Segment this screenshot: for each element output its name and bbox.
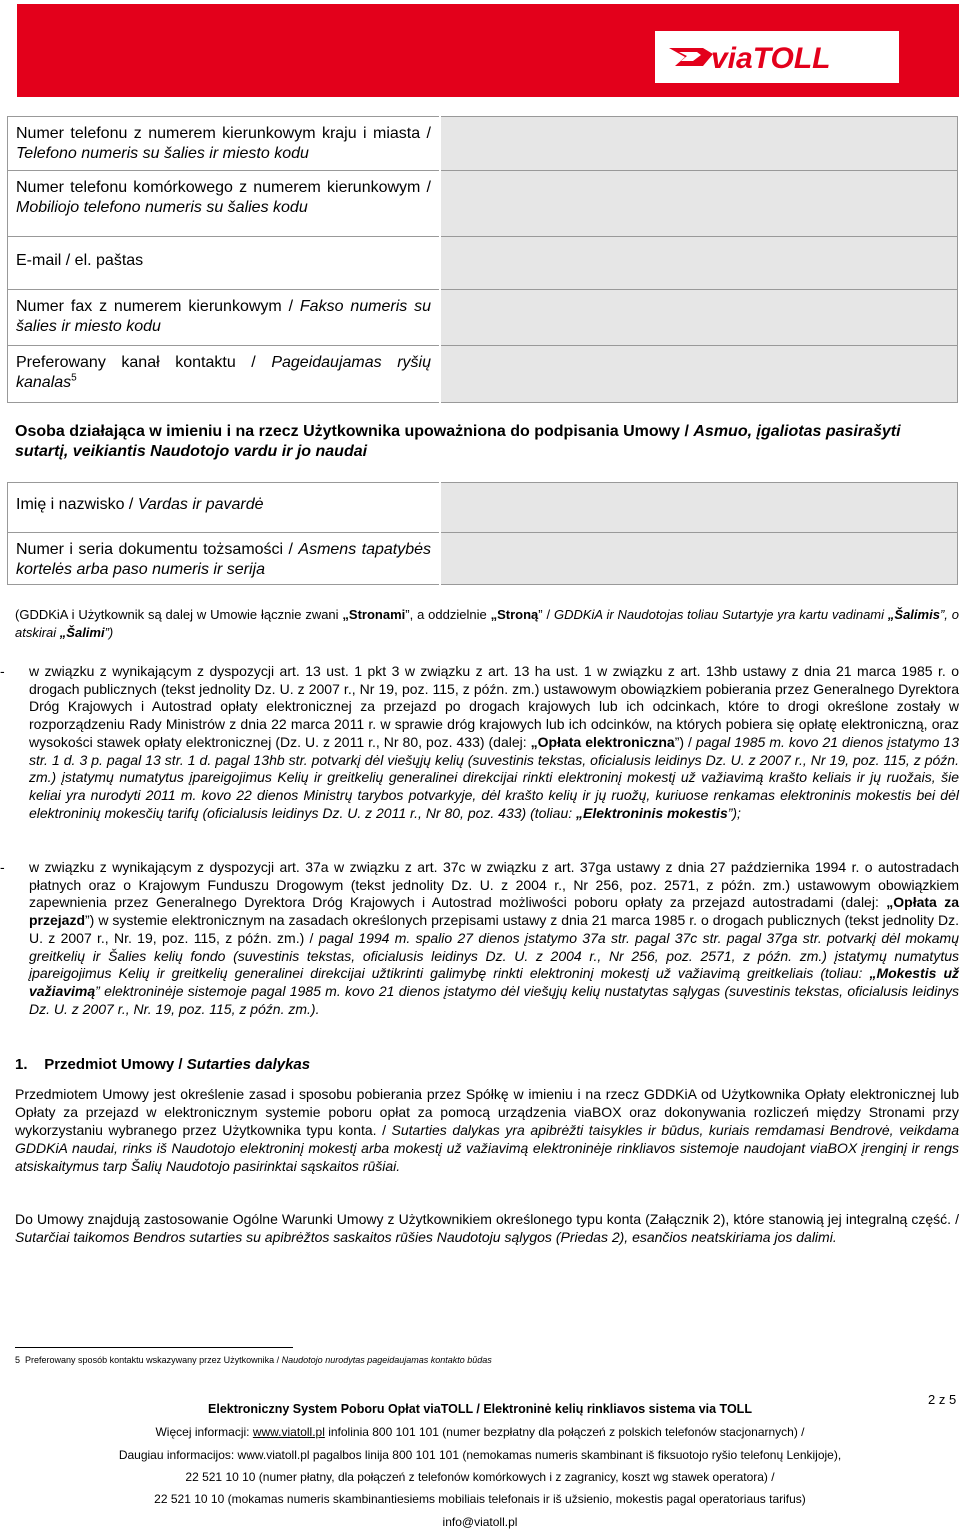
channel-label: Preferowany kanał kontaktu / Pageidaujamas ryšių kanalas$^5$ bbox=[8, 346, 441, 403]
fax-label: Numer fax z numerem kierunkowym / Fakso numeris su šalies ir miesto kodu bbox=[8, 290, 441, 346]
document-field[interactable] bbox=[440, 533, 958, 585]
contact-row-email bbox=[8, 237, 958, 290]
footnote-separator bbox=[15, 1347, 293, 1348]
contact-row-fax bbox=[8, 290, 958, 346]
section-1-paragraph-2: Do Umowy znajdują zastosowanie Ogólne Warunki Umowy z Użytkownikiem określonego typu konta (Załącznik 2), które stanowią jej integralną część. / Sutarčiai taikomos Bendros sutarties su apibrėžtos saskaitos rūšies Naudotoju sąlygos (Priedas 2), esančios neatskiriama jos dalimi. bbox=[15, 1211, 959, 1245]
fax-field[interactable] bbox=[440, 290, 958, 346]
footer-line-1: Więcej informacji: www.viatoll.pl infolinia 800 101 101 (numer bezpłatny dla połączeń z polskich telefonów stacjonarnych) / bbox=[155, 1425, 805, 1439]
footer-email[interactable]: info@viatoll.pl bbox=[442, 1515, 518, 1529]
email-label: E-mail / el. paštas bbox=[8, 237, 441, 290]
logo-text: viaTOLL bbox=[711, 42, 831, 74]
contact-table bbox=[7, 116, 958, 403]
viatoll-logo-graphic bbox=[667, 40, 887, 74]
website-link[interactable]: www.viatoll.pl bbox=[252, 1425, 325, 1439]
mobile-field[interactable] bbox=[440, 171, 958, 237]
document-label: Numer i seria dokumentu tożsamości / Asmens tapatybės kortelės arba paso numeris ir serija bbox=[8, 533, 441, 585]
footnote: 5 Preferowany sposób kontaktu wskazywany przez Użytkownika / Naudotojo nurodytas pageidaujamas kontakto būdas bbox=[15, 1355, 492, 1365]
channel-field[interactable] bbox=[440, 346, 958, 403]
contact-row-phone bbox=[8, 117, 958, 171]
footnote-ref: 5 bbox=[71, 372, 77, 384]
mobile-label: Numer telefonu komórkowego z numerem kierunkowym / Mobiliojo telefono numeris su šalies kodu bbox=[8, 171, 441, 237]
name-field[interactable] bbox=[440, 483, 958, 533]
contact-row-mobile bbox=[8, 171, 958, 237]
phone-field[interactable] bbox=[440, 117, 958, 171]
section-1-paragraph-1: Przedmiotem Umowy jest określenie zasad i sposobu pobierania przez Spółkę w imieniu i na rzecz GDDKiA od Użytkownika Opłaty elektronicznej lub Opłaty za przejazd w elektronicznym systemie poboru opłat za pomocą urządzenia viaBOX oraz dokonywania rozliczeń między Stronami przy wykorzystaniu wybranego przez Użytkownika typu konta. / Sutarties dalykas yra apibrėžti taisykles ir būdus, kuriais remdamasi Bendrovė, veikdama GDDKiA naudai, rinks iš Naudotojo elektroninį mokestį arba mokestį už važiavimą elektroninėje rinkliavos sistemoje naudojant viaBOX įrenginį ir rengs atsiskaitymus tarp Šalių Naudotojo pasirinktai sąskaitos rūšiai. bbox=[15, 1086, 959, 1174]
header-banner bbox=[17, 4, 959, 97]
footer-line-3: 22 521 10 10 (numer płatny, dla połączeń z telefonów komórkowych i z zagranicy, koszt wg stawek operatora) / bbox=[185, 1470, 775, 1484]
signatory-table bbox=[7, 482, 958, 585]
parties-paragraph: (GDDKiA i Użytkownik są dalej w Umowie łącznie zwani „Stronami”, a oddzielnie „Stroną” / GDDKiA ir Naudotojas toliau Sutartyje yra kartu vadinami „Šalimis”, o atskirai „Šalimi”) bbox=[15, 607, 959, 640]
viatoll-logo bbox=[655, 31, 899, 83]
footer-line-4: 22 521 10 10 (mokamas numeris skambinantiesiems mobiliais telefonais ir iš užsienio, mokestis pagal operatoriaus tarifus) bbox=[154, 1492, 806, 1506]
footer-title: Elektroniczny System Poboru Opłat viaTOLL / Elektroninė kelių rinkliavos sistema via TOLL bbox=[208, 1402, 752, 1416]
signatory-heading: Osoba działająca w imieniu i na rzecz Użytkownika upoważniona do podpisania Umowy / Asmuo, įgaliotas pasirašyti sutartį, veikiantis Naudotojo vardu ir jo naudai bbox=[15, 423, 901, 460]
page-number: 2 z 5 bbox=[928, 1392, 957, 1407]
email-field[interactable] bbox=[440, 237, 958, 290]
signatory-row-name bbox=[8, 483, 958, 533]
section-1-heading: 1. Przedmiot Umowy / Sutarties dalykas bbox=[15, 1056, 311, 1073]
phone-label: Numer telefonu z numerem kierunkowym kraju i miasta / Telefono numeris su šalies ir miesto kodu bbox=[8, 117, 441, 171]
footer-line-2: Daugiau informacijos: www.viatoll.pl pagalbos linija 800 101 101 (nemokamas numeris skambinant iš fiksuotojo ryšio telefonų Lenkijoje), bbox=[118, 1448, 842, 1462]
signatory-row-document bbox=[8, 533, 958, 585]
contact-row-channel bbox=[8, 346, 958, 403]
name-label: Imię i nazwisko / Vardas ir pavardė bbox=[8, 483, 441, 533]
